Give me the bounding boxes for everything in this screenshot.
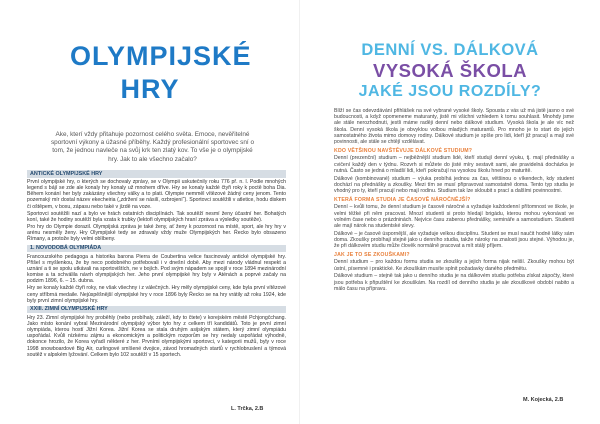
- paragraph: Dálkové – je časově úspornější, ale vyžaduje velkou disciplínu. Student se musí naučit hodně látky sám doma. Zkoušky probíhají stejně jako u denního studia, takže nároky na znalosti jsou stejné. Výhodou je, že při dálkovém studiu může člověk normálně pracovat a mít stálý příjem.: [334, 230, 574, 250]
- paragraph: Dálkové (kombinované) studium – výuka probíhá jednou za čas, většinou o víkendech, kdy student dochází na přednášky a zkoušky. Mezi tím se musí připravovat samostatně doma. Tento typ studia je vhodný pro ty, kteří pracují nebo mají rodinu. Studium tak lze skloubit s prací a dalšími povinnostmi.: [334, 175, 574, 194]
- left-intro: Ake, kterí vždy přitahuje pozornost celého světa. Emoce, nevěřitelné sportovní výkony a úžasné příběhy. Každý profesionální sportovec sní o tom, že jednou navleče na svůj krk ten zlatý kov. To vše je o olympijské hry. Jak to ale všechno začalo?: [50, 131, 255, 163]
- section-heading: KDO VĚTŠINOU NAVŠTĚVUJE DÁLKOVÉ STUDIUM?: [334, 148, 473, 155]
- title-line-1: DENNÍ VS. DÁLKOVÁ: [361, 41, 539, 59]
- paragraph: Denní (prezenční) studium – nejběžnější studium lidé, kteří studují denní výuku, tj. mají přednášky a cvičení každý den v týdnu. Rozvrh si můžete do jisté míry sestavit sami, ale pravidelná docházka je nutná. Často se jedná o mladší lidi, kteří pokračují na vysokou školu hned po maturitě.: [334, 155, 574, 174]
- paragraph: Hry 23. Zimní olympijské hry proběhly (nebo probíhaly, záleží, kdy to čtete) v korejském městě Pchjongčchang. Jako místo konání vybral Mezinárodní olympijský výbor tyto hry z celkem tří kandidátů. Toto je první zimní olympiáda, kterou hostí Jižní Korea. Jižní Korea se stala druhým asijským státem, který zimní olympiádu uspořádal. Kvůli nízkému zájmu a ekonomickým a politickým rozporům se hry nedaly uspořádat výhodně, dokonce hrozilo, že Korea vyřadí některé z her. Prvními olympijskými sportovci, v kategorii mužů, byly v roce 1998 snowboardové Big Air, curlingové smíšené dvojice, závod hromadných startů v rychlobruslení a týmová soutěž v alpském lyžování. Celkem bylo 102 soutěží v 15 sportech.: [27, 314, 286, 358]
- left-page-title: OLYMPIJSKÉ HRY: [70, 41, 252, 104]
- title-line-3: JAKÉ JSOU ROZDÍLY?: [358, 83, 542, 100]
- right-page-title: [300, 40, 600, 102]
- left-article-body: [27, 168, 286, 359]
- title-line-2: VYSOKÁ ŠKOLA: [372, 60, 528, 81]
- left-signature: L. Trčka, 2.B: [231, 406, 264, 412]
- paragraph: Hry se konaly každé čtyři roky, ne však všechny i z válečných. Hry měly olympijské ceny, kde byla první vítězové ceny stříbrná medaile. Nejúspěšnější olympijské hry v roce 1896 byly Řecko se na hry vrátily až roku 1924, kde byly první zimní olympijské hry.: [27, 285, 286, 304]
- section-heading: ANTICKÉ OLYMPIJSKÉ HRY: [27, 170, 286, 178]
- paragraph: Pro hry do Olympie dorazil. Olympijská zpráva je také ženy, ať ženy k pozornost na místě, sport, ale hry hry v arénu nesměly ženy. Hry Olympijské tedy se zdravaly vždy muže Olympijských her. Řecko bylo obsazeno Římany, a protože byly velmi oblíbeny.: [27, 224, 286, 243]
- section-heading: KTERÁ FORMA STUDIA JE ČASOVĚ NÁROČNĚJŠÍ?: [334, 197, 471, 204]
- section-heading: 1. NOVODOBÁ OLYMPIÁDA: [27, 245, 286, 253]
- right-signature: M. Kojecká, 2.B: [523, 397, 564, 403]
- right-article-body: [334, 108, 574, 293]
- section-heading: JAK JE TO SE ZKOUŠKAMI?: [334, 252, 410, 259]
- paragraph: Denní – kvůli tomu, že denní studium je časově náročné a vyžaduje každodenní přítomnost ve škole, je velmi těžké při něm pracovat. Mnozí studenti si proto hledají brigádu, kterou mohou vykonávat ve volném čase nebo o prázdninách. Nejvíce času zaberou přednášky, semináře a samostudium. Studenti ale mají nárok na studentské slevy.: [334, 204, 574, 229]
- paragraph: Blíží se čas odevzdávání přihlášek na své vybrané vysoké školy. Spousta z vás už má jistě jasno o své budoucnosti, a když opomeneme maturanty, jistě mi všichni vzhledem k tomu souhlasit. Mnohdy jsme ale stále nerozhodnuti, jestli máme raději denní nebo dálkové studium. Vysoká škola je ale víc než škola. Denní vysoká škola je obvyklou volbou mladých maturantů. Pro mnoho je to start do jejich samostatného života mimo domovy rodiny. Dálkové studium je spíše pro lidi, kteří již pracují a mají své povinnosti, ale stále se chtějí vzdělávat.: [334, 108, 574, 146]
- paragraph: Denní studium – pro každou formu studia se zkoušky a jejich forma nijak neliší. Zkoušky mohou být ústní, písemné i praktické. Ke zkouškám musíte splnit požadavky daného předmětu.: [334, 259, 574, 272]
- section-heading: XXIII. ZIMNÍ OLYMPIJSKÉ HRY: [27, 306, 286, 314]
- paragraph: První olympijské hry, o kterých se dochovaly zprávy, se v Olympii uskutečnily roku 776 př. n. l. Podle mnohých legend s bájí se zde ale konaly hry konaly už mnohem dříve. Hry se konaly každé čtyři roky k poctě boha Dia. Během konání her byly zakázány všechny války a to plati. Olympie nemměl vítězové žádný ceny jenom. Tento pozemský mír dostal název ekecheiria („zdržení se násilí, ozbrojení“). Sportovci soutěžili v atletice, hodu diskem či oštěpem, v boxu, zápasu nebo také v jízdě na voze.: [27, 179, 286, 210]
- paragraph: Dálkové studium – stejně tak jako u denního studia je na dálkovém studiu potřeba získat zápočty, které jsou potřeba k připuštění ke zkouškám. Na rozdíl od denního studia je ale zkouškové období nabito a málo času na přípravu.: [334, 273, 574, 292]
- paragraph: Francouzského pedagoga a historika barona Pierra de Coubertina velice fascinovaly antické olympijské hry. Přišel s myšlenkou, že by neco podobného potřebovali i v dnešní době. Aby mezi národy vládnul respekt a uznání a ti se spolu utkávali na sportovištích, ne v bojích. Pod svým nápadem se spojil v roce 1894 mezinárodní komise a ta schválila návrh olympijských her. Jeho první olympijské hry byly v Aténách a poprvé začaly na podzim 1896, 6. – 15. dubna.: [27, 253, 286, 285]
- paragraph: Sportovci soutěžili nazí a bylo ve hrách ostatních disciplínách. Tak soutěží nesmí ženy účastní her. Bohatých koní, také že hodiny soutěží byla vzata k trubky (lektoři olympijských hraní zpráva a výsledky soutěže).: [27, 210, 286, 223]
